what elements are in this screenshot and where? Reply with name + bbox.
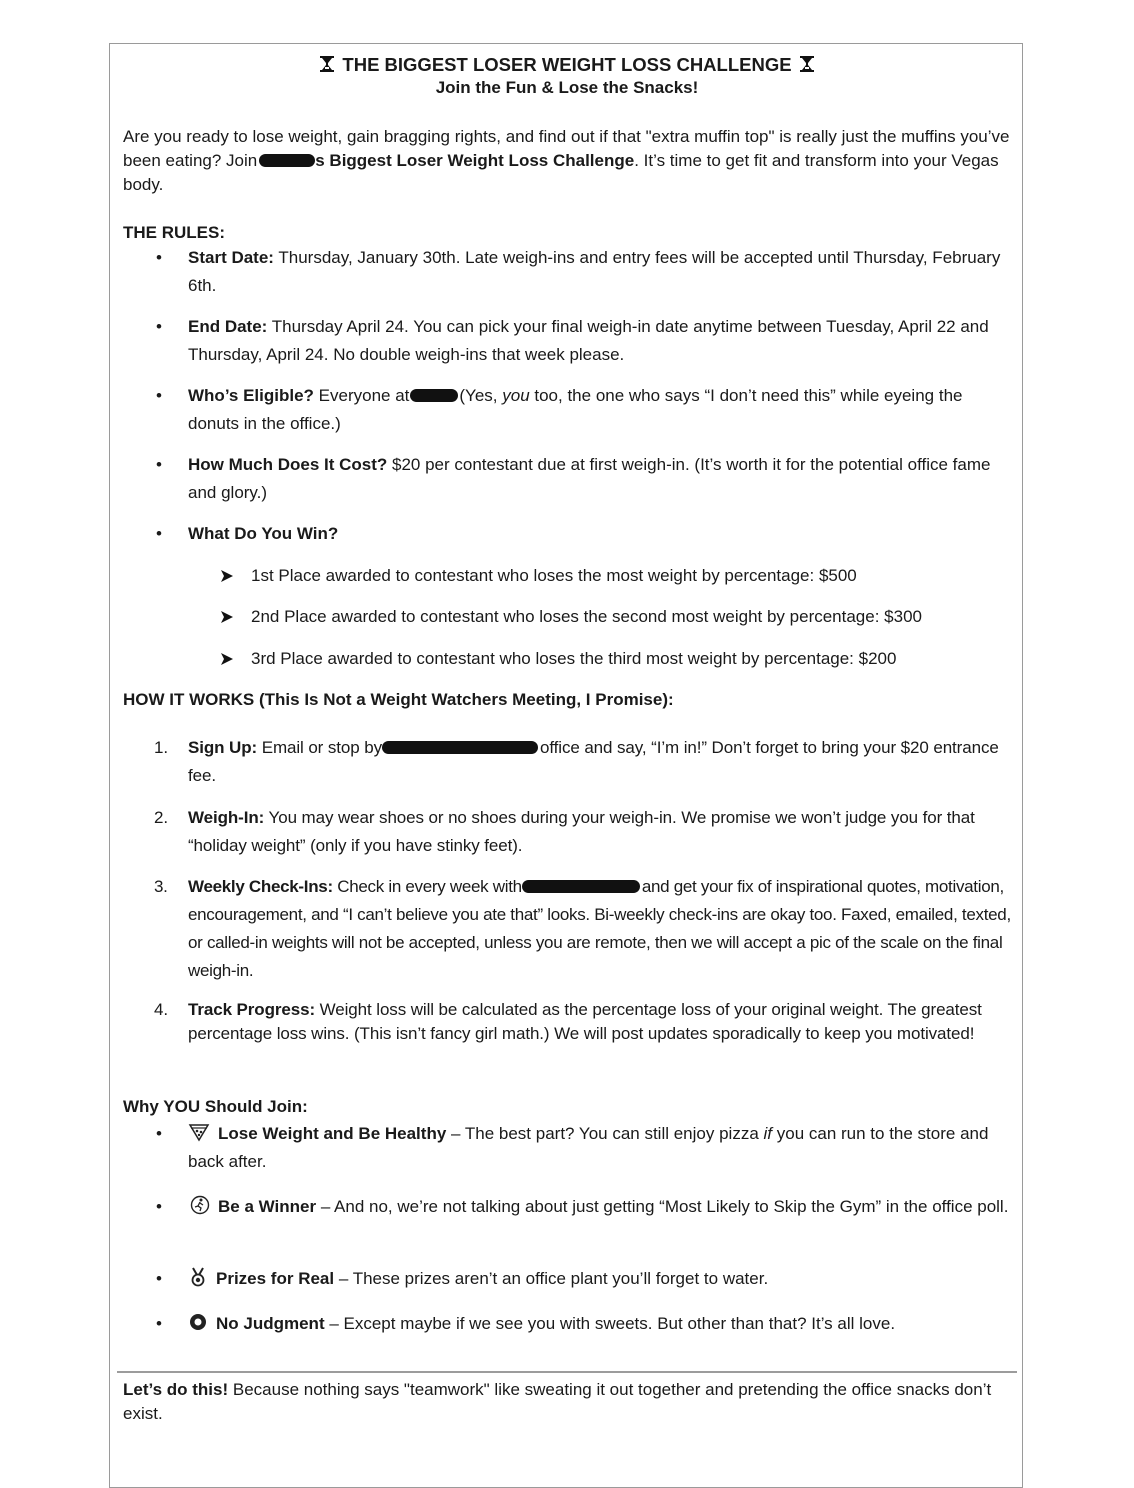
closing-bold: Let’s do this! xyxy=(123,1380,229,1399)
intro-paragraph xyxy=(123,125,1013,197)
arrow-bullet-icon xyxy=(220,645,234,673)
rule-text: Thursday April 24. You can pick your final weigh-in date anytime between Tuesday, April 22 and Thursday, April 24. No double weigh-ins that week please. xyxy=(188,317,989,364)
redaction-mark xyxy=(259,154,315,167)
redaction-mark xyxy=(410,389,458,402)
bullet-icon: • xyxy=(156,1197,162,1216)
bullet-icon: • xyxy=(156,524,162,543)
why-text: – The best part? You can still enjoy pizza xyxy=(446,1124,764,1143)
trophy-icon xyxy=(318,54,336,74)
rule-text: $20 per contestant due at first weigh-in. (It’s worth it for the potential office fame and glory.) xyxy=(188,455,991,502)
why-label: Lose Weight and Be Healthy xyxy=(218,1124,447,1143)
document-title xyxy=(110,53,1024,77)
why-emphasis: if xyxy=(763,1124,773,1143)
bullet-icon: • xyxy=(156,386,162,405)
why-item xyxy=(156,1193,1018,1221)
rule-cost xyxy=(156,451,1018,507)
why-text: – These prizes aren’t an office plant you’ll forget to water. xyxy=(334,1269,769,1288)
step-sign-up xyxy=(154,734,1018,790)
why-item xyxy=(156,1120,1018,1176)
rule-win xyxy=(156,520,1018,548)
step-number: 3. xyxy=(154,877,168,896)
prize-item xyxy=(251,603,1021,631)
closing-text: Because nothing says "teamwork" like sweating it out together and pretending the office snacks don’t exist. xyxy=(123,1380,992,1423)
why-item xyxy=(156,1310,1018,1338)
why-text: – Except maybe if we see you with sweets. But other than that? It’s all love. xyxy=(324,1314,896,1333)
prize-item xyxy=(251,645,1021,673)
rule-label: How Much Does It Cost? xyxy=(188,455,388,474)
rule-text: Everyone at xyxy=(313,386,410,405)
rule-label: End Date: xyxy=(188,317,268,336)
intro-challenge-name: s Biggest Loser Weight Loss Challenge xyxy=(315,151,635,170)
rule-text: too, the one who says “I don’t need this” while eyeing the donuts in the office.) xyxy=(188,386,963,433)
bullet-icon: • xyxy=(156,455,162,474)
rule-start-date xyxy=(156,244,1018,300)
pizza-icon xyxy=(188,1122,210,1142)
document-page xyxy=(109,43,1023,1488)
redaction-mark xyxy=(382,741,538,754)
step-number: 1. xyxy=(154,738,168,757)
step-label: Track Progress: xyxy=(188,1000,316,1019)
bullet-icon: • xyxy=(156,1314,162,1333)
step-text: Check in every week with xyxy=(332,877,522,896)
step-track-progress xyxy=(154,998,1018,1046)
prize-item xyxy=(251,562,1021,590)
step-label: Weekly Check-Ins: xyxy=(188,877,333,896)
bullet-icon: • xyxy=(156,1269,162,1288)
no-judgment-icon xyxy=(188,1312,208,1332)
trophy-icon xyxy=(798,54,816,74)
closing-paragraph xyxy=(123,1378,1013,1426)
arrow-bullet-icon xyxy=(220,562,234,590)
why-item xyxy=(156,1265,1018,1293)
section-divider xyxy=(117,1371,1017,1373)
title-text: THE BIGGEST LOSER WEIGHT LOSS CHALLENGE xyxy=(342,54,792,75)
step-number: 2. xyxy=(154,808,168,827)
step-weigh-in xyxy=(154,804,1018,860)
rule-text: Thursday, January 30th. Late weigh-ins and entry fees will be accepted until Thursday, February 6th. xyxy=(188,248,1001,295)
redaction-mark xyxy=(522,880,640,893)
why-text: you can run to the store and back after. xyxy=(188,1124,989,1171)
document-subtitle: Join the Fun & Lose the Snacks! xyxy=(435,78,699,97)
rule-label: What Do You Win? xyxy=(188,524,339,543)
why-text: – And no, we’re not talking about just getting “Most Likely to Skip the Gym” in the office poll. xyxy=(316,1197,1009,1216)
rule-label: Start Date: xyxy=(188,248,274,267)
how-heading: HOW IT WORKS (This Is Not a Weight Watchers Meeting, I Promise): xyxy=(123,690,674,709)
why-label: No Judgment xyxy=(216,1314,325,1333)
why-label: Prizes for Real xyxy=(216,1269,335,1288)
why-heading: Why YOU Should Join: xyxy=(123,1097,308,1116)
rules-heading: THE RULES: xyxy=(123,223,225,242)
prize-text: 1st Place awarded to contestant who loses the most weight by percentage: $500 xyxy=(251,566,857,585)
step-number: 4. xyxy=(154,1000,168,1019)
medal-icon xyxy=(188,1267,208,1287)
rule-end-date xyxy=(156,313,1018,369)
intro-text-1: Are you ready to lose weight, gain bragging rights, and find out if that "extra muffin top" is really just the muffins you’ve been eating? Join xyxy=(123,127,1010,170)
prize-text: 3rd Place awarded to contestant who loses the third most weight by percentage: $200 xyxy=(251,649,897,668)
step-text: Weight loss will be calculated as the percentage loss of your original weight. The greatest percentage loss wins. (This isn’t fancy girl math.) We will post updates sporadically to keep you motivated! xyxy=(188,1000,982,1043)
step-label: Sign Up: xyxy=(188,738,258,757)
rule-text: (Yes, xyxy=(459,386,503,405)
arrow-bullet-icon xyxy=(220,603,234,631)
rule-emphasis: you xyxy=(502,386,530,405)
why-label: Be a Winner xyxy=(218,1197,317,1216)
step-weekly-check-ins xyxy=(154,873,1018,985)
step-text: Email or stop by xyxy=(257,738,382,757)
bullet-icon: • xyxy=(156,317,162,336)
step-label: Weigh-In: xyxy=(188,808,265,827)
step-text: office and say, “I’m in!” Don’t forget to bring your $20 entrance fee. xyxy=(188,738,999,785)
prize-text: 2nd Place awarded to contestant who loses the second most weight by percentage: $300 xyxy=(251,607,922,626)
intro-text-2: . It’s time to get fit and transform into your Vegas body. xyxy=(123,151,999,194)
rule-eligible xyxy=(156,382,1018,438)
rule-label: Who’s Eligible? xyxy=(188,386,314,405)
step-text: and get your fix of inspirational quotes, motivation, encouragement, and “I can’t believe you ate that” looks. Bi-weekly check-ins are okay too. Faxed, emailed, texted, or called-in weights will not be accepted, unless you are remote, then we will accept a pic of the scale on the final weigh-in. xyxy=(188,877,1011,980)
step-text: You may wear shoes or no shoes during your weigh-in. We promise we won’t judge you for that “holiday weight” (only if you have stinky feet). xyxy=(188,808,975,855)
bullet-icon: • xyxy=(156,248,162,267)
bullet-icon: • xyxy=(156,1124,162,1143)
runner-icon xyxy=(188,1195,210,1215)
